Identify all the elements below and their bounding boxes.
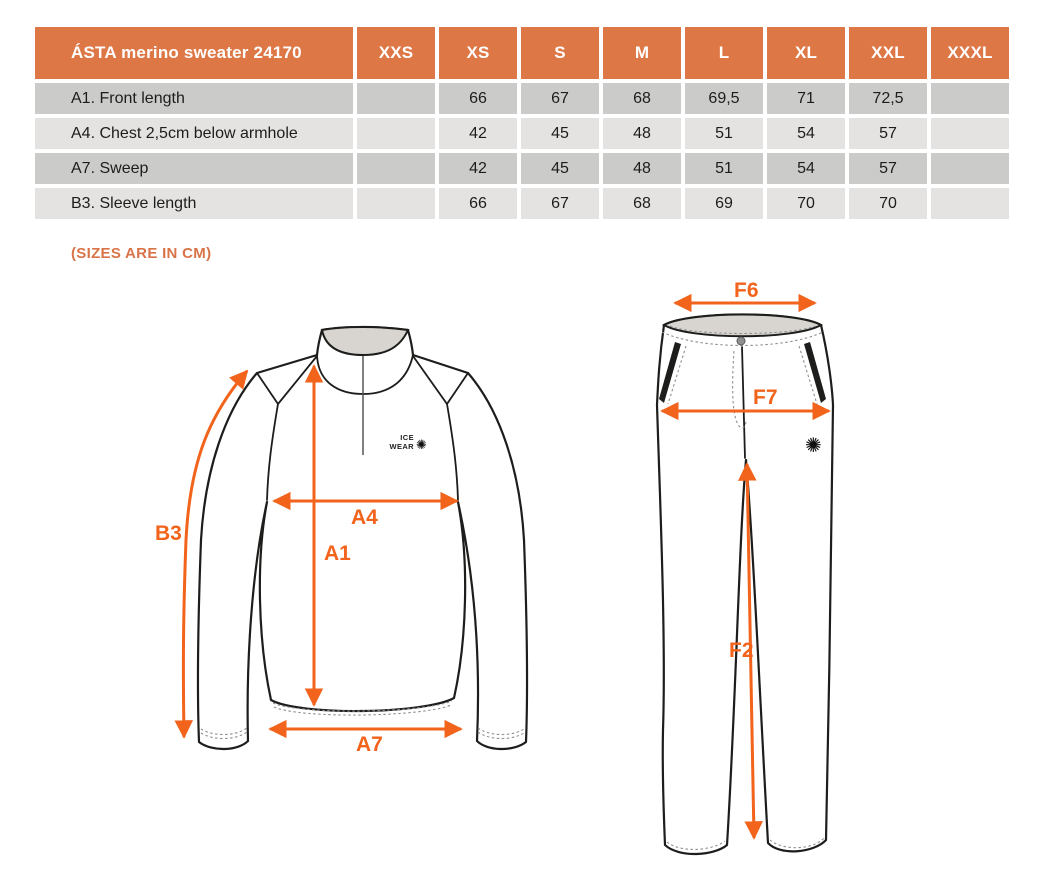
value-cell: 66 [439,188,517,219]
table-title: ÁSTA merino sweater 24170 [35,27,353,79]
brand-text-line1: ICE [400,433,414,442]
sweep-label: A7 [356,733,383,756]
value-cell: 54 [767,118,845,149]
value-cell: 67 [521,83,599,114]
pants-waist-opening [664,315,821,337]
hip-label: F7 [753,386,778,409]
col-header-xs: XS [439,27,517,79]
col-header-xl: XL [767,27,845,79]
value-cell: 69,5 [685,83,763,114]
col-header-m: M [603,27,681,79]
value-cell: 45 [521,118,599,149]
units-note: (SIZES ARE IN CM) [71,245,212,262]
row-label-sleeve-length: B3. Sleeve length [35,188,353,219]
value-cell: 54 [767,153,845,184]
waist-label: F6 [734,279,759,302]
value-cell: 72,5 [849,83,927,114]
row-label-sweep: A7. Sweep [35,153,353,184]
front-length-label: A1 [324,542,351,565]
value-cell: 66 [439,83,517,114]
row-label-front-length: A1. Front length [35,83,353,114]
snowflake-icon: ✺ [416,438,427,453]
col-header-xxl: XXL [849,27,927,79]
brand-text-line2: WEAR [389,442,414,451]
pants-outline [657,315,833,855]
value-cell: 42 [439,153,517,184]
value-cell: 71 [767,83,845,114]
value-cell: 68 [603,83,681,114]
value-cell: 57 [849,153,927,184]
chest-label: A4 [351,506,378,529]
value-cell: 48 [603,153,681,184]
col-header-l: L [685,27,763,79]
sweater-diagram [155,327,527,756]
col-header-xxs: XXS [357,27,435,79]
value-cell: 51 [685,153,763,184]
value-cell: 70 [767,188,845,219]
value-cell: 68 [603,188,681,219]
col-header-xxxl: XXXL [931,27,1009,79]
waist-button [737,337,745,345]
value-cell: 42 [439,118,517,149]
value-cell: 69 [685,188,763,219]
sleeve-length-label: B3 [155,522,182,545]
value-cell: 70 [849,188,927,219]
col-header-s: S [521,27,599,79]
snowflake-icon: ✺ [805,433,822,457]
value-cell: 67 [521,188,599,219]
value-cell: 57 [849,118,927,149]
inseam-label: F2 [729,639,754,662]
value-cell: 45 [521,153,599,184]
value-cell: 48 [603,118,681,149]
value-cell: 51 [685,118,763,149]
pants-diagram [657,279,833,854]
row-label-chest: A4. Chest 2,5cm below armhole [35,118,353,149]
